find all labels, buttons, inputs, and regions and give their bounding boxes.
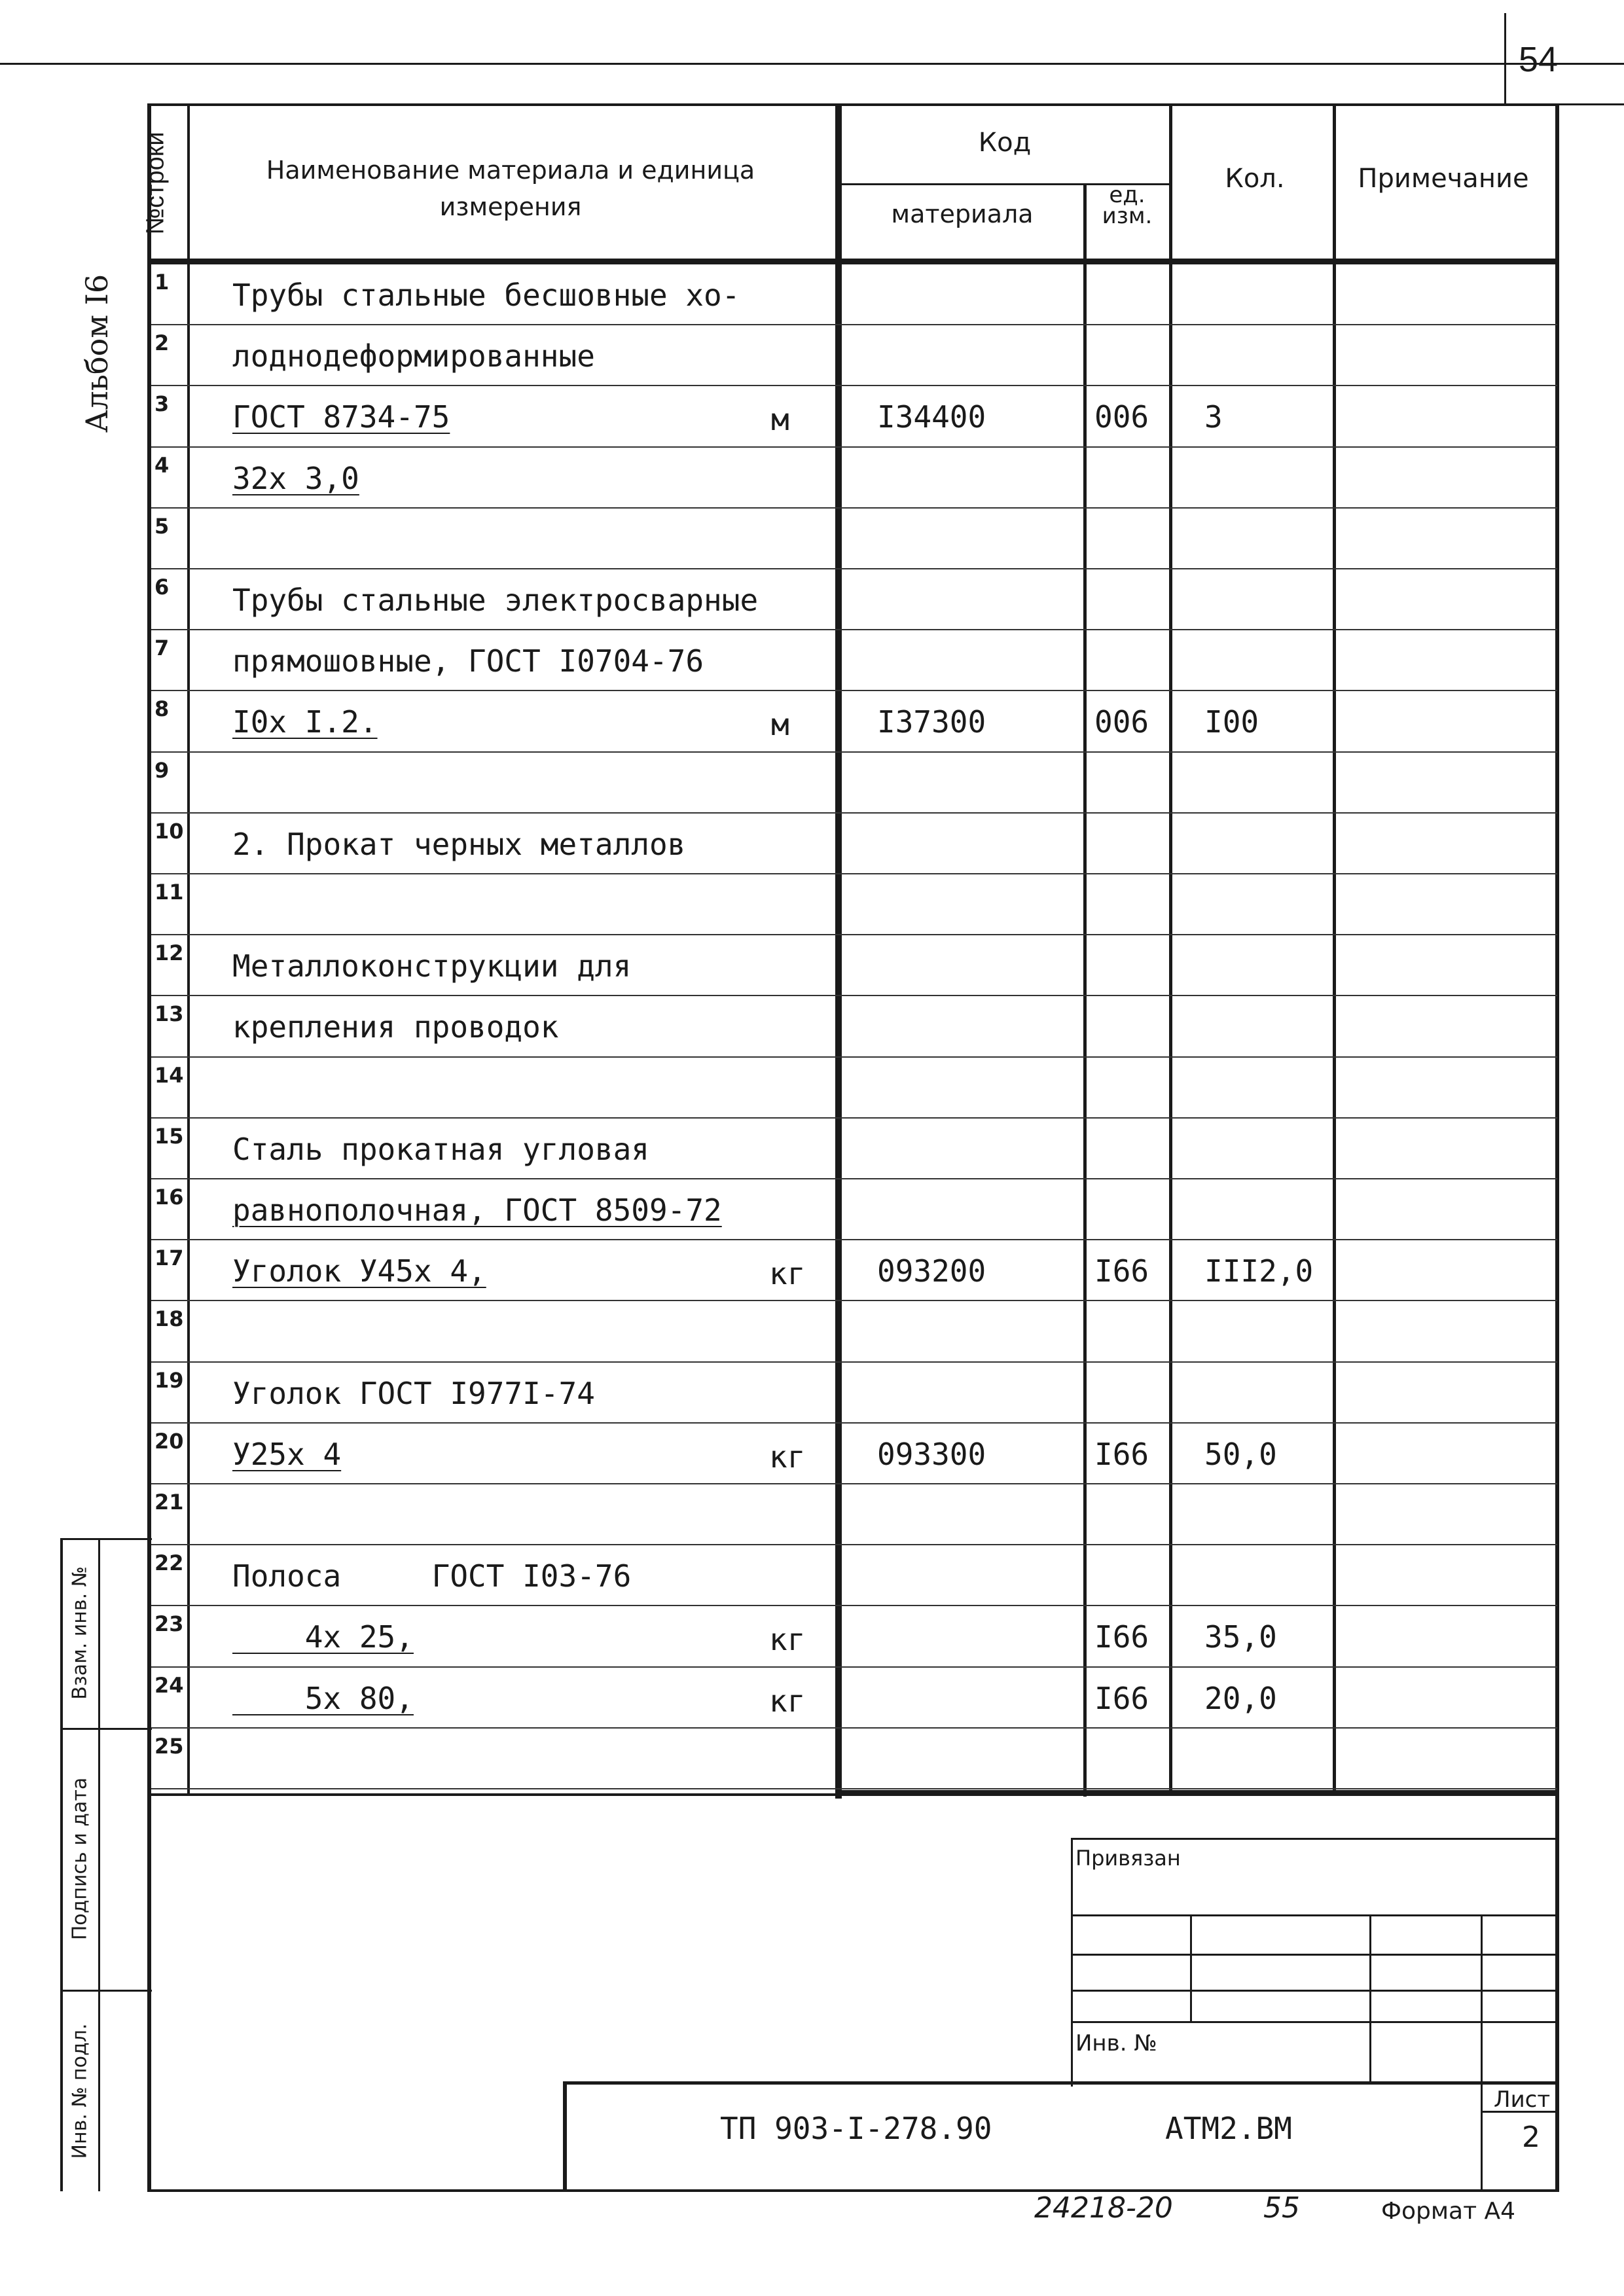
row-number: 13 <box>154 1001 184 1026</box>
row-quantity: 3 <box>1204 399 1223 435</box>
row-number: 23 <box>154 1611 184 1636</box>
row-quantity: I00 <box>1204 704 1259 740</box>
row-name: 5х 80, <box>232 1681 414 1716</box>
row-material-code: 093200 <box>877 1253 986 1289</box>
page-number-box-line <box>1504 13 1506 105</box>
header-row-number-label: №строки <box>141 132 170 235</box>
row-material-code: 093300 <box>877 1437 986 1472</box>
stamp-vzam-inv: Взам. инв. № <box>68 1566 92 1700</box>
page-number: 54 <box>1519 40 1559 79</box>
header-quantity: Кол. <box>1225 164 1285 194</box>
tb-main-left <box>563 2081 567 2191</box>
title-block-privyazan: Привязан <box>1075 1846 1181 1871</box>
tb-row3 <box>1071 1990 1559 1992</box>
row-number: 3 <box>154 391 170 416</box>
row-divider <box>151 1788 1557 1789</box>
side-stamp-outer-line <box>60 1538 63 2191</box>
row-name: 2. Прокат черных металлов <box>232 827 686 862</box>
frame-right-line <box>1555 103 1559 2191</box>
row-divider <box>151 1178 1557 1179</box>
tb-main-top <box>563 2081 1559 2085</box>
row-unit: м <box>771 707 789 742</box>
header-row-number <box>123 111 189 255</box>
row-name: Полоса ГОСТ I03-76 <box>232 1558 632 1594</box>
row-number: 8 <box>154 696 170 721</box>
row-name: У25х 4 <box>232 1437 342 1472</box>
row-divider <box>151 690 1557 691</box>
row-divider <box>151 1483 1557 1484</box>
row-name: Уголок ГОСТ I977I-74 <box>232 1376 595 1411</box>
row-number: 1 <box>154 270 170 295</box>
row-unit-code: 006 <box>1094 399 1149 435</box>
row-divider <box>151 1544 1557 1545</box>
row-number: 4 <box>154 453 170 478</box>
side-stamp-div1 <box>60 1728 152 1730</box>
title-block-doc-mark: АТМ2.ВМ <box>1165 2111 1292 2146</box>
row-number: 21 <box>154 1490 184 1515</box>
row-name: 4х 25, <box>232 1619 414 1655</box>
row-unit: кг <box>769 1622 806 1657</box>
row-divider <box>151 568 1557 569</box>
tb-left-line <box>1071 1838 1073 2087</box>
row-divider <box>151 1605 1557 1606</box>
tb-row1 <box>1071 1914 1559 1916</box>
row-number: 12 <box>154 941 184 965</box>
row-number: 22 <box>154 1551 184 1575</box>
col-qty-line <box>1333 103 1336 1795</box>
side-stamp-top-line <box>60 1538 152 1540</box>
row-unit: кг <box>769 1256 806 1291</box>
row-number: 18 <box>154 1306 184 1331</box>
row-unit-code: I66 <box>1094 1681 1149 1716</box>
title-block-doc-code: ТП 903-I-278.90 <box>720 2111 992 2146</box>
row-number: 2 <box>154 331 170 355</box>
footer-number: 24218-20 <box>1034 2191 1173 2225</box>
row-unit-code: I66 <box>1094 1437 1149 1472</box>
row-quantity: III2,0 <box>1204 1253 1314 1289</box>
row-divider <box>151 812 1557 814</box>
row-divider <box>151 446 1557 448</box>
row-name: равнополочная, ГОСТ 8509-72 <box>232 1193 722 1228</box>
row-number: 10 <box>154 819 184 844</box>
row-divider <box>151 629 1557 630</box>
header-code: Код <box>978 128 1032 158</box>
tb-col3 <box>1481 1914 1483 2189</box>
row-divider <box>151 934 1557 935</box>
header-unit-code: ед. изм. <box>1102 182 1153 229</box>
header-material-code: материала <box>891 200 1034 228</box>
top-border-line <box>0 63 1624 65</box>
row-divider <box>151 1422 1557 1424</box>
row-name: Металлоконструкции для <box>232 948 632 984</box>
row-material-code: I37300 <box>877 704 986 740</box>
tb-col1 <box>1190 1914 1192 2022</box>
row-unit-code: I66 <box>1094 1253 1149 1289</box>
frame-left-line <box>147 103 151 2191</box>
row-unit-code: 006 <box>1094 704 1149 740</box>
col-unit-line <box>1169 103 1172 1795</box>
row-divider <box>151 507 1557 509</box>
row-divider <box>151 324 1557 325</box>
row-number: 11 <box>154 880 184 905</box>
row-unit: кг <box>769 1683 806 1719</box>
row-divider <box>151 873 1557 874</box>
footer-format: Формат А4 <box>1381 2198 1516 2225</box>
title-block-inv-no: Инв. № <box>1075 2030 1157 2056</box>
row-number: 17 <box>154 1246 184 1270</box>
row-name: крепления проводок <box>232 1009 559 1045</box>
header-note: Примечание <box>1358 164 1529 194</box>
side-stamp-inner-line <box>98 1538 100 2191</box>
row-number: 6 <box>154 575 170 600</box>
row-divider <box>151 1666 1557 1668</box>
row-material-code: I34400 <box>877 399 986 435</box>
table-bottom-line-left <box>147 1793 838 1796</box>
row-name: ГОСТ 8734-75 <box>232 399 450 435</box>
album-label: Альбом I6 <box>79 274 115 433</box>
frame-top-line <box>147 103 1559 106</box>
row-divider <box>151 1056 1557 1058</box>
row-quantity: 20,0 <box>1204 1681 1277 1716</box>
header-bottom-line <box>147 259 1559 264</box>
row-divider <box>151 1239 1557 1240</box>
row-name: 32х 3,0 <box>232 461 359 496</box>
row-quantity: 35,0 <box>1204 1619 1277 1655</box>
row-name: Трубы стальные бесшовные хо- <box>232 278 740 313</box>
row-name: Уголок У45х 4, <box>232 1253 486 1289</box>
side-stamp-div2 <box>60 1990 152 1992</box>
row-divider <box>151 1727 1557 1729</box>
stamp-inv-podl: Инв. № подл. <box>68 2023 92 2159</box>
row-number: 15 <box>154 1124 184 1149</box>
row-name: I0х I.2. <box>232 704 378 740</box>
header-name: Наименование материала и единица измерения <box>266 156 755 221</box>
row-unit: кг <box>769 1439 806 1475</box>
title-block-sheet-value: 2 <box>1522 2121 1540 2154</box>
table-bottom-line <box>835 1790 1559 1796</box>
row-unit: м <box>771 402 789 437</box>
row-name: Сталь прокатная угловая <box>232 1132 649 1167</box>
tb-row2 <box>1071 1954 1559 1956</box>
row-divider <box>151 1361 1557 1363</box>
row-divider <box>151 385 1557 386</box>
tb-col2 <box>1369 1914 1371 2081</box>
frame-bottom-line <box>147 2189 1559 2192</box>
row-number: 24 <box>154 1673 184 1698</box>
row-name: Трубы стальные электросварные <box>232 583 759 618</box>
tb-top-line <box>1071 1838 1559 1840</box>
row-number: 9 <box>154 758 170 783</box>
row-number: 5 <box>154 514 170 539</box>
row-unit-code: I66 <box>1094 1619 1149 1655</box>
footer-page: 55 <box>1263 2191 1300 2225</box>
row-number: 19 <box>154 1368 184 1393</box>
row-divider <box>151 1300 1557 1301</box>
row-quantity: 50,0 <box>1204 1437 1277 1472</box>
row-divider <box>151 1117 1557 1119</box>
row-number: 7 <box>154 636 170 660</box>
row-number: 16 <box>154 1185 184 1210</box>
stamp-podpis-data: Подпись и дата <box>68 1777 92 1941</box>
tb-row4 <box>1071 2021 1559 2023</box>
col-code-line <box>1083 183 1087 1797</box>
row-number: 14 <box>154 1063 184 1088</box>
row-number: 25 <box>154 1734 184 1759</box>
col-rownum-line <box>187 103 190 1795</box>
title-block-sheet-label: Лист <box>1494 2087 1551 2113</box>
row-divider <box>151 995 1557 996</box>
row-name: лоднодеформированные <box>232 338 595 374</box>
row-number: 20 <box>154 1429 184 1454</box>
row-name: прямошовные, ГОСТ I0704-76 <box>232 643 704 679</box>
row-divider <box>151 751 1557 753</box>
